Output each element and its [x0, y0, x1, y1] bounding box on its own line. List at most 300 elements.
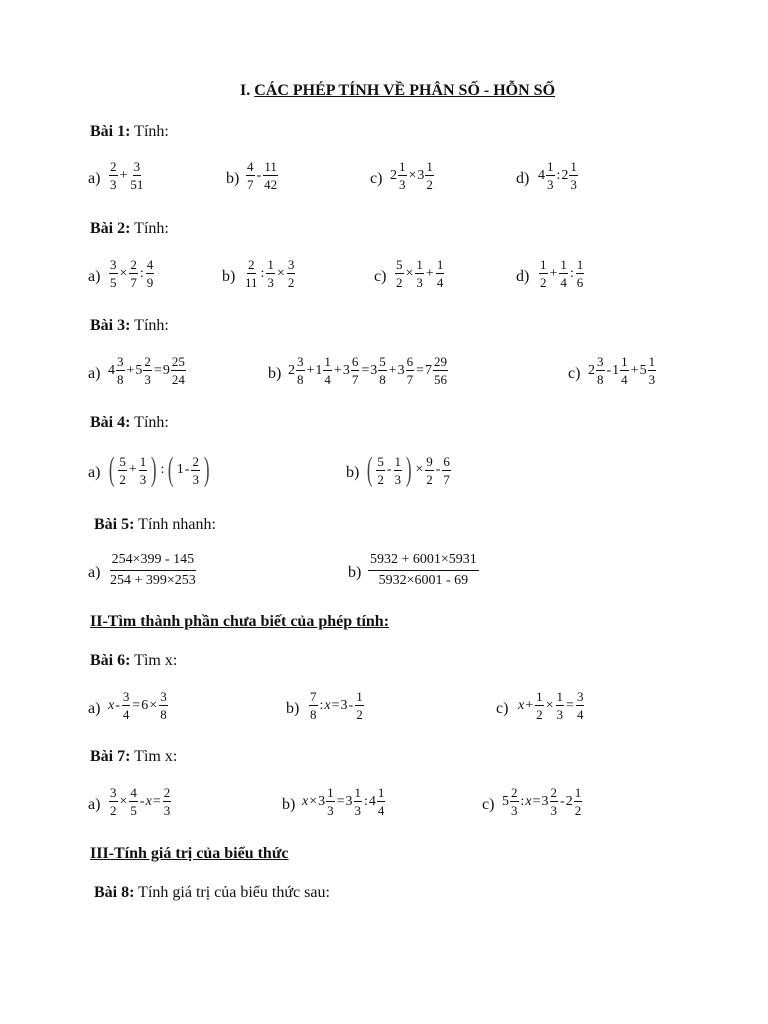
- denominator: 3: [354, 803, 362, 818]
- fraction: [246, 160, 255, 191]
- expr-b5a: [108, 553, 198, 588]
- fraction: [398, 160, 407, 191]
- denominator: 9: [146, 275, 154, 290]
- fraction: [378, 355, 387, 386]
- fraction: [620, 355, 629, 386]
- numerator: 1: [536, 689, 543, 704]
- denominator: 254 + 399×253: [110, 573, 196, 588]
- term: 3: [342, 362, 350, 378]
- bai-label: Bài 8:: [94, 884, 135, 901]
- item-label: b): [286, 700, 300, 717]
- term: 9: [162, 362, 170, 378]
- numerator: 1: [354, 785, 362, 800]
- item-label: b): [282, 796, 296, 813]
- denominator: 3: [570, 177, 577, 192]
- expr-b1a: [108, 160, 145, 191]
- fraction: [109, 258, 118, 289]
- denominator: 3: [648, 372, 656, 387]
- denominator: 24: [171, 372, 185, 387]
- numerator: 29: [434, 354, 448, 369]
- fraction: [576, 258, 585, 289]
- fraction: [574, 786, 583, 817]
- bai-label: Bài 5:: [94, 516, 135, 533]
- operator: -: [560, 793, 565, 809]
- expr-b3b: [288, 355, 449, 386]
- numerator: 1: [436, 257, 444, 272]
- denominator: 4: [621, 372, 628, 387]
- numerator: 1: [570, 159, 577, 174]
- denominator: 2: [110, 803, 117, 818]
- item-label: a): [88, 268, 101, 285]
- term: 3: [345, 793, 353, 809]
- term: 3: [370, 362, 378, 378]
- denominator: 3: [144, 372, 151, 387]
- fraction: [550, 786, 559, 817]
- numerator: 2: [511, 785, 518, 800]
- denominator: 4: [436, 275, 444, 290]
- bai-text: Tính:: [134, 317, 169, 334]
- bai-6-heading: [90, 652, 177, 670]
- denominator: 2: [540, 275, 547, 290]
- term: 3: [417, 167, 425, 183]
- expr-b1b: [245, 160, 279, 191]
- denominator: 3: [327, 803, 334, 818]
- numerator: 1: [547, 159, 554, 174]
- denominator: 42: [264, 177, 278, 192]
- numerator: 7: [310, 689, 317, 704]
- item-label: d): [516, 268, 530, 285]
- numerator: 1: [399, 159, 406, 174]
- item-label: a): [88, 564, 101, 581]
- operator: :: [556, 167, 561, 183]
- section-2-title: II-Tìm thành phần chưa biết của phép tính:: [90, 613, 390, 630]
- operator: ×: [408, 167, 417, 183]
- fraction: [394, 455, 403, 486]
- expr-b6c: [518, 690, 585, 721]
- bai-text: Tính:: [134, 220, 169, 237]
- numerator: 6: [351, 354, 359, 369]
- fraction: [406, 355, 415, 386]
- expr-b3a: [108, 355, 187, 386]
- parenthesis: (: [168, 451, 174, 488]
- operator: :: [364, 793, 368, 809]
- fraction: [326, 786, 335, 817]
- bai-label: Bài 4:: [90, 414, 131, 431]
- item-label: b): [346, 464, 360, 481]
- term: 4: [368, 793, 376, 809]
- fraction: [510, 786, 519, 817]
- bai-label: Bài 1:: [90, 123, 131, 140]
- bai-text: Tính giá trị của biểu thức sau:: [138, 884, 330, 901]
- operator: -: [256, 167, 262, 183]
- operator: -: [435, 462, 441, 477]
- page-title: [240, 82, 555, 100]
- fraction: [309, 690, 318, 721]
- operator: =: [152, 793, 161, 809]
- expr-b6b: [308, 690, 365, 721]
- fraction: [433, 355, 448, 386]
- numerator: 1: [648, 354, 656, 369]
- denominator: 2: [377, 471, 384, 487]
- term: 1: [176, 462, 184, 477]
- numerator: 3: [110, 785, 117, 800]
- numerator: 4: [247, 159, 254, 174]
- numerator: 5: [396, 257, 403, 272]
- numerator: 3: [117, 354, 124, 369]
- operator: :: [260, 265, 265, 281]
- expr-b6a: [108, 690, 169, 721]
- operator: =: [153, 362, 162, 378]
- item-label: a): [88, 796, 101, 813]
- operator: -: [386, 462, 392, 477]
- operator: =: [532, 793, 541, 809]
- numerator: 1: [426, 159, 433, 174]
- operator: ×: [276, 265, 285, 281]
- expr-b2a: [108, 258, 155, 289]
- item-label: a): [88, 365, 101, 382]
- denominator: 3: [267, 275, 274, 290]
- denominator: 2: [574, 803, 582, 818]
- expr-b7a: [108, 786, 172, 817]
- fraction: [377, 786, 386, 817]
- fraction: [191, 455, 200, 486]
- term: 2: [561, 167, 569, 183]
- fraction: [436, 258, 445, 289]
- section-3-title: III-Tính giá trị của biểu thức: [90, 845, 289, 862]
- operator: =: [361, 362, 370, 378]
- fraction: [539, 258, 548, 289]
- fraction: [415, 258, 424, 289]
- expr-b4a: [106, 453, 212, 487]
- numerator: 4: [146, 257, 154, 272]
- fraction: [146, 258, 155, 289]
- operator: +: [126, 362, 135, 378]
- denominator: 3: [416, 275, 423, 290]
- numerator: 1: [267, 257, 274, 272]
- operator: =: [132, 697, 141, 713]
- denominator: 7: [443, 471, 450, 487]
- term: 2: [288, 362, 295, 378]
- denominator: 4: [122, 707, 130, 722]
- denominator: 2: [356, 707, 363, 722]
- operator: :: [160, 462, 165, 477]
- item-label: c): [482, 796, 495, 813]
- denominator: 3: [192, 471, 199, 487]
- expr-b3c: [588, 355, 657, 386]
- denominator: 8: [597, 372, 604, 387]
- bai-3-heading: [90, 317, 169, 335]
- denominator: 4: [576, 707, 584, 722]
- denominator: 11: [245, 275, 258, 290]
- parenthesis: ): [203, 451, 210, 488]
- item-label: d): [516, 170, 530, 187]
- bai-label: Bài 7:: [90, 748, 131, 765]
- fraction: [171, 355, 186, 386]
- item-label: b): [226, 170, 240, 187]
- denominator: 2: [536, 707, 543, 722]
- operator: +: [128, 462, 137, 477]
- fraction: [576, 690, 585, 721]
- numerator: 5: [119, 453, 126, 469]
- operator: +: [525, 697, 534, 713]
- bai-label: Bài 6:: [90, 652, 131, 669]
- denominator: 2: [287, 275, 295, 290]
- denominator: 4: [377, 803, 385, 818]
- item-label: c): [370, 170, 383, 187]
- expr-b1c: [390, 160, 435, 191]
- numerator: 5: [377, 453, 384, 469]
- operator: =: [331, 697, 340, 713]
- fraction: [355, 690, 364, 721]
- numerator: 3: [110, 257, 117, 272]
- bai-label: Bài 2:: [90, 220, 131, 237]
- parenthesis: (: [108, 451, 115, 488]
- fraction: [376, 455, 385, 486]
- fraction: [354, 786, 363, 817]
- fraction: [163, 786, 172, 817]
- numerator: 1: [621, 354, 628, 369]
- fraction: [263, 160, 278, 191]
- term: 3: [397, 362, 405, 378]
- numerator: 2: [163, 785, 171, 800]
- operator: +: [306, 362, 315, 378]
- term: 4: [108, 362, 115, 378]
- expr-b2b: [243, 258, 296, 289]
- item-label: a): [88, 170, 101, 187]
- denominator: 56: [434, 372, 448, 387]
- title-prefix: I.: [240, 82, 255, 99]
- numerator: 3: [160, 689, 167, 704]
- operator: ×: [149, 697, 158, 713]
- bai-4-heading: [90, 414, 169, 432]
- fraction: [109, 786, 118, 817]
- numerator: 2: [248, 257, 255, 272]
- term: 7: [425, 362, 433, 378]
- numerator: 1: [327, 785, 334, 800]
- fraction: [425, 455, 434, 486]
- term: 5: [502, 793, 509, 809]
- fraction: [559, 258, 568, 289]
- denominator: 2: [426, 471, 433, 487]
- expr-b2d: [538, 258, 585, 289]
- operator: ×: [545, 697, 554, 713]
- denominator: 2: [119, 471, 126, 487]
- denominator: 8: [160, 707, 167, 722]
- numerator: 2: [144, 354, 151, 369]
- numerator: 2: [192, 453, 199, 469]
- numerator: 254×399 - 145: [110, 553, 197, 571]
- denominator: 5932×6001 - 69: [378, 573, 469, 588]
- numerator: 3: [122, 689, 130, 704]
- fraction: [596, 355, 605, 386]
- fraction: [143, 355, 152, 386]
- term: x: [518, 697, 525, 713]
- parenthesis: (: [366, 451, 373, 488]
- numerator: 1: [556, 689, 564, 704]
- fraction: [122, 690, 131, 721]
- fraction: [351, 355, 360, 386]
- bai-5-heading: [94, 516, 216, 534]
- bai-text: Tìm x:: [134, 652, 178, 669]
- operator: :: [520, 793, 525, 809]
- item-label: b): [222, 268, 236, 285]
- numerator: 1: [416, 257, 423, 272]
- term: 3: [340, 697, 348, 713]
- numerator: 11: [264, 159, 277, 174]
- expr-b5b: [368, 553, 479, 588]
- fraction: [323, 355, 332, 386]
- term: 2: [390, 167, 397, 183]
- item-label: b): [348, 564, 362, 581]
- numerator: 1: [574, 785, 582, 800]
- bai-8-heading: [94, 884, 330, 902]
- denominator: 3: [163, 803, 171, 818]
- denominator: 8: [310, 707, 317, 722]
- numerator: 1: [540, 257, 547, 272]
- operator: +: [425, 265, 434, 281]
- denominator: 51: [130, 177, 144, 192]
- denominator: 5: [110, 275, 117, 290]
- denominator: 3: [139, 471, 147, 487]
- denominator: 7: [130, 275, 137, 290]
- denominator: 3: [547, 177, 554, 192]
- numerator: 3: [576, 689, 584, 704]
- numerator: 3: [597, 354, 604, 369]
- parenthesis: ): [151, 451, 157, 488]
- operator: -: [348, 697, 354, 713]
- operator: -: [606, 362, 612, 378]
- term: 3: [318, 793, 326, 809]
- fraction: [296, 355, 305, 386]
- numerator: 1: [324, 354, 331, 369]
- fraction: [109, 160, 118, 191]
- operator: :: [139, 265, 144, 281]
- expr-b4b: [364, 453, 452, 487]
- denominator: 5: [130, 803, 137, 818]
- operator: ×: [119, 793, 128, 809]
- denominator: 2: [426, 177, 433, 192]
- fraction: [569, 160, 578, 191]
- denominator: 3: [394, 471, 401, 487]
- denominator: 3: [511, 803, 518, 818]
- operator: -: [184, 462, 190, 477]
- denominator: 4: [324, 372, 331, 387]
- denominator: 7: [247, 177, 254, 192]
- fraction: [244, 258, 259, 289]
- expr-b7b: [302, 786, 386, 817]
- operator: ×: [415, 462, 424, 477]
- fraction: [139, 455, 148, 486]
- numerator: 9: [426, 453, 433, 469]
- parenthesis: ): [405, 451, 412, 488]
- operator: =: [336, 793, 345, 809]
- fraction: [129, 786, 138, 817]
- term: 2: [588, 362, 595, 378]
- operator: :: [569, 265, 574, 281]
- bai-2-heading: [90, 220, 169, 238]
- fraction: [442, 455, 451, 486]
- numerator: 3: [133, 159, 141, 174]
- denominator: 3: [399, 177, 406, 192]
- item-label: c): [568, 365, 581, 382]
- term: 5: [135, 362, 143, 378]
- numerator: 3: [297, 354, 304, 369]
- item-label: c): [496, 700, 509, 717]
- term: x: [108, 697, 115, 713]
- operator: -: [139, 793, 145, 809]
- numerator: 5: [379, 354, 386, 369]
- denominator: 8: [117, 372, 124, 387]
- bai-label: Bài 3:: [90, 317, 131, 334]
- bai-text: Tính nhanh:: [138, 516, 216, 533]
- fraction: [535, 690, 544, 721]
- fraction: [556, 690, 565, 721]
- numerator: 1: [560, 257, 567, 272]
- operator: +: [549, 265, 558, 281]
- fraction: [116, 355, 125, 386]
- term: 2: [565, 793, 573, 809]
- numerator: 2: [130, 257, 137, 272]
- expr-b7c: [502, 786, 583, 817]
- denominator: 8: [379, 372, 386, 387]
- bai-text: Tính:: [134, 414, 169, 431]
- expr-b2c: [394, 258, 445, 289]
- operator: +: [388, 362, 397, 378]
- numerator: 2: [550, 785, 558, 800]
- term: x: [324, 697, 331, 713]
- term: 3: [541, 793, 549, 809]
- numerator: 3: [287, 257, 295, 272]
- fraction: [395, 258, 404, 289]
- numerator: 1: [139, 453, 147, 469]
- bai-text: Tìm x:: [134, 748, 178, 765]
- term: x: [302, 793, 309, 809]
- denominator: 7: [406, 372, 414, 387]
- numerator: 6: [406, 354, 414, 369]
- fraction: [118, 455, 127, 486]
- bai-1-heading: [90, 123, 169, 141]
- denominator: 3: [556, 707, 564, 722]
- term: 1: [315, 362, 323, 378]
- fraction: [546, 160, 555, 191]
- operator: +: [630, 362, 639, 378]
- numerator: 1: [394, 453, 401, 469]
- denominator: 8: [297, 372, 304, 387]
- numerator: 2: [110, 159, 117, 174]
- numerator: 25: [171, 354, 185, 369]
- bai-7-heading: [90, 748, 177, 766]
- item-label: a): [88, 464, 101, 481]
- term: x: [145, 793, 152, 809]
- fraction: [266, 258, 275, 289]
- fraction: [648, 355, 657, 386]
- fraction: [159, 690, 168, 721]
- fraction: [129, 258, 138, 289]
- operator: ×: [405, 265, 414, 281]
- item-label: a): [88, 700, 101, 717]
- title-text: CÁC PHÉP TÍNH VỀ PHÂN SỐ - HỖN SỐ: [254, 82, 556, 99]
- operator: +: [119, 167, 128, 183]
- item-label: c): [374, 268, 387, 285]
- fraction: [425, 160, 434, 191]
- denominator: 7: [351, 372, 359, 387]
- operator: ×: [309, 793, 318, 809]
- term: 4: [538, 167, 545, 183]
- numerator: 1: [377, 785, 385, 800]
- term: 1: [612, 362, 620, 378]
- expr-b1d: [538, 160, 579, 191]
- numerator: 5932 + 6001×5931: [368, 553, 479, 571]
